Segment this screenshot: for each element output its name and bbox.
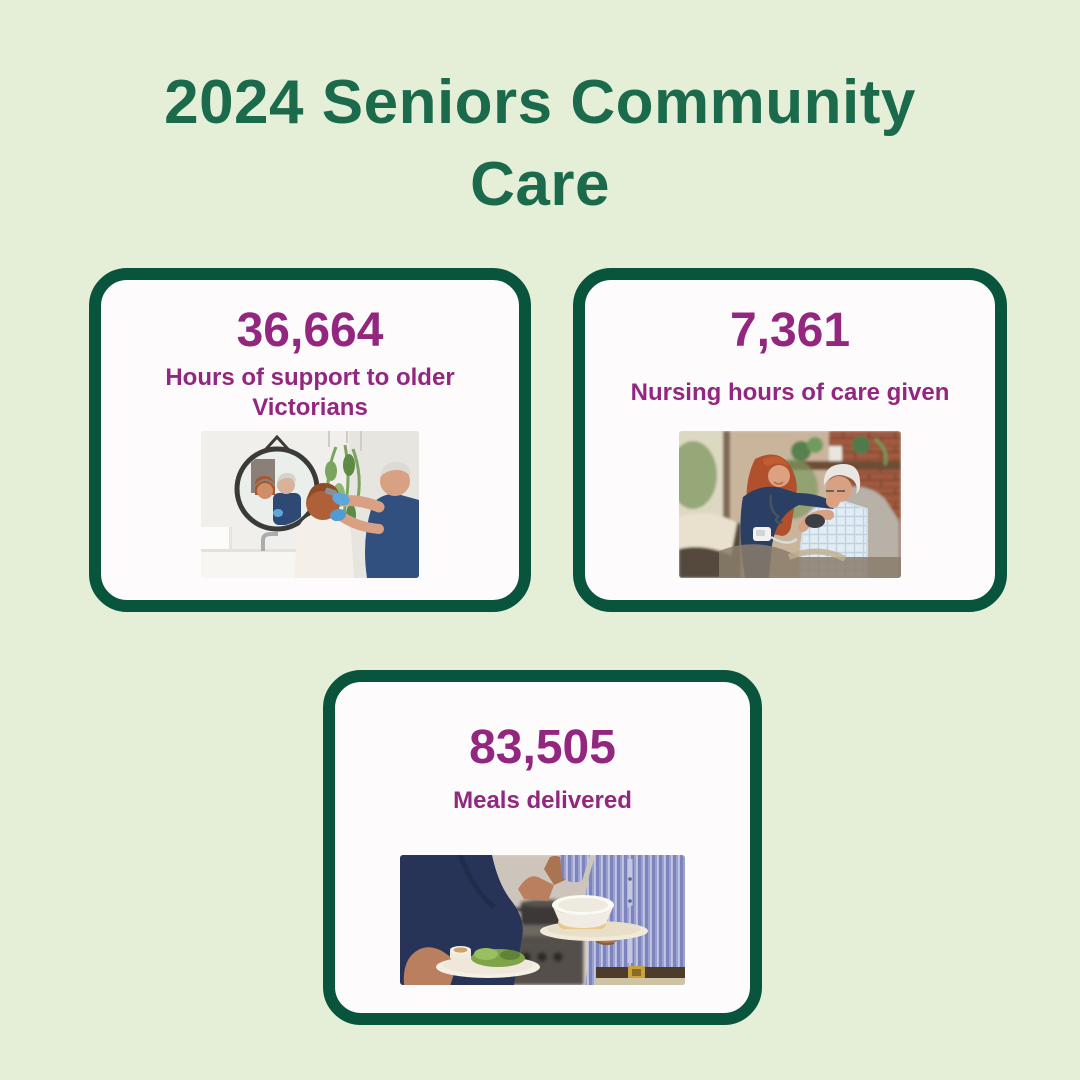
page-title-line2: Care xyxy=(470,150,610,219)
stat-label-nursing-hours: Nursing hours of care given xyxy=(630,379,950,406)
stat-value-meals-delivered: 83,505 xyxy=(469,721,616,774)
stat-value-hours-of-support: 36,664 xyxy=(236,304,384,357)
stat-label-hours-of-support: Hours of support to older Victorians xyxy=(165,364,455,421)
photo-meal-handover-kitchen xyxy=(400,855,685,985)
page-title xyxy=(0,62,1080,226)
page-title-line1: 2024 Seniors Community xyxy=(164,68,916,137)
photo-nurse-with-elderly-man xyxy=(679,431,901,578)
stat-card-nursing-hours xyxy=(573,268,1007,612)
stat-card-hours-of-support xyxy=(89,268,531,612)
photo-bathroom-hair-care xyxy=(201,431,419,578)
stat-value-nursing-hours: 7,361 xyxy=(729,304,851,357)
stat-label-meals-delivered: Meals delivered xyxy=(453,787,632,814)
stat-card-meals-delivered xyxy=(323,670,762,1025)
